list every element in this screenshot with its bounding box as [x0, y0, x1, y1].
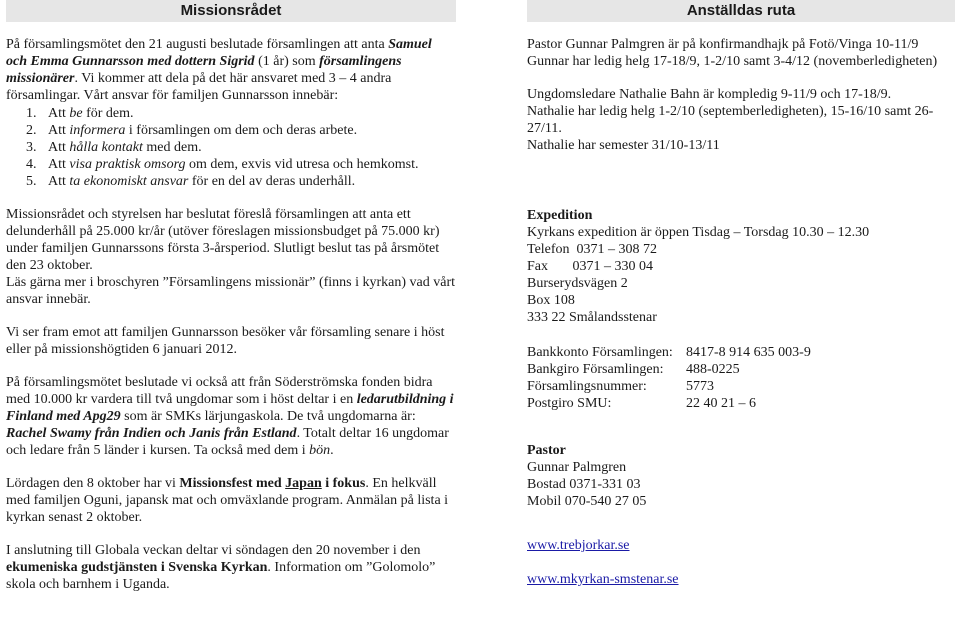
account-label: Församlingsnummer:	[527, 379, 647, 394]
global-week-paragraph	[6, 542, 456, 593]
fest-country: Japan	[285, 476, 322, 491]
list-text: Att	[48, 140, 70, 155]
list-text: Att	[48, 106, 70, 121]
list-emphasis: hålla kontakt	[69, 140, 143, 155]
account-label: Postgiro SMU:	[527, 396, 612, 411]
list-text: Att	[48, 157, 70, 172]
list-emphasis: visa praktisk omsorg	[69, 157, 186, 172]
list-emphasis: ta ekonomiskt ansvar	[69, 174, 189, 189]
link-mkyrkan[interactable]: www.mkyrkan-smstenar.se	[527, 572, 679, 587]
funding-text-1: På församlingsmötet beslutade vi också att från Söderströmska fonden bidra med 10.000 kr vardera till två ungdomar som i höst deltar i en	[6, 375, 433, 407]
account-label: Bankgiro Församlingen:	[527, 362, 664, 377]
expedition-fax: Fax 0371 – 330 04	[527, 259, 653, 274]
youth-funding-paragraph	[6, 374, 456, 459]
list-number: 3.	[26, 140, 37, 155]
youth-leader-vacation: Nathalie har semester 31/10-13/11	[527, 138, 720, 153]
list-number: 1.	[26, 106, 37, 121]
expedition-hours: Kyrkans expedition är öppen Tisdag – Torsdag 10.30 – 12.30	[527, 225, 870, 240]
missionsradet-column	[6, 0, 456, 593]
youth-leader-holiday: Nathalie har ledig helg 1-2/10 (septemberledigheten), 15-16/10 samt 26-27/11.	[527, 104, 934, 136]
expedition-box: Box 108	[527, 293, 575, 308]
account-label: Bankkonto Församlingen:	[527, 345, 673, 360]
list-emphasis: be	[69, 106, 83, 121]
funding-text-2: som är SMKs lärjungaskola. De två ungdomarna är:	[120, 409, 416, 424]
global-text-2: . Information om ”Golomolo” skola och barnhem i Uganda.	[6, 560, 436, 592]
intro-text-3: . Vi kommer att dela på det här ansvaret med 3 – 4 andra församlingar. Vårt ansvar för familjen Gunnarsson innebär:	[6, 71, 392, 103]
expedition-postcode: 333 22 Smålandsstenar	[527, 310, 657, 325]
global-text-1: I anslutning till Globala veckan deltar vi söndagen den 20 november i den	[6, 543, 421, 558]
expedition-phone: Telefon 0371 – 308 72	[527, 242, 658, 257]
account-value: 5773	[686, 379, 714, 394]
account-value: 488-0225	[686, 362, 740, 377]
fest-title: Missionsfest med	[179, 476, 286, 491]
intro-text-1: På församlingsmötet den 21 augusti beslutade församlingen att anta	[6, 37, 385, 52]
missionary-names: Samuel och Emma Gunnarsson med dottern Sigrid	[6, 37, 432, 69]
pastor-schedule-paragraph: Pastor Gunnar Palmgren är på konfirmandhajk på Fotö/Vinga 10-11/9 Gunnar har ledig helg 17-18/9, 1-2/10 samt 3-4/12 (novemberledigheten)	[527, 37, 938, 69]
fest-text-2: . En helkväll med familjen Oguni, japansk mat och omväxlande program. Anmälan på lista i kyrkan senast 2 oktober.	[6, 476, 449, 525]
website-link-trebjorkar[interactable]	[527, 537, 955, 554]
service-name: ekumeniska gudstjänsten i Svenska Kyrkan	[6, 560, 268, 575]
funding-text-3: . Totalt deltar 16 ungdomar och ledare från 5 länder i kursen. Ta också med dem i	[6, 426, 449, 458]
pastor-name: Gunnar Palmgren	[527, 460, 627, 475]
list-number: 4.	[26, 157, 37, 172]
accounts-block	[527, 344, 955, 412]
intro-paragraph	[6, 36, 456, 104]
account-row	[527, 378, 955, 395]
course-name: ledarutbildning i Finland med Apg29	[6, 392, 454, 424]
list-text: om dem, exvis vid utresa och hemkomst.	[185, 157, 419, 172]
support-paragraph: Missionsrådet och styrelsen har beslutat föreslå församlingen att anta ett delunderhåll på 25.000 kr/år (utöver föreslagen missionsbudget på 75.000 kr) under familjen Gunnarssons första 3-årsperiod. Slutligt beslut tas på årsmötet den 23 oktober.	[6, 207, 440, 273]
expedition-street: Burserydsvägen 2	[527, 276, 628, 291]
anstalldas-heading: Anställdas ruta	[527, 0, 955, 22]
pastor-title: Pastor	[527, 443, 566, 458]
list-item	[26, 122, 456, 139]
account-row	[527, 361, 955, 378]
missionary-role: församlingens missionärer	[6, 54, 402, 86]
list-item	[26, 173, 456, 190]
pastor-mobile: Mobil 070-540 27 05	[527, 494, 647, 509]
pastor-block	[527, 442, 955, 510]
list-number: 5.	[26, 174, 37, 189]
missionsfest-paragraph	[6, 475, 456, 526]
list-text: i församlingen om dem och deras arbete.	[125, 123, 358, 138]
list-item	[26, 139, 456, 156]
brochure-paragraph: Läs gärna mer i broschyren ”Församlingens missionär” (finns i kyrkan) vad vårt ansvar innebär.	[6, 275, 456, 307]
list-text: Att	[48, 123, 70, 138]
account-value: 22 40 21 – 6	[686, 396, 756, 411]
anstalldas-column	[527, 0, 955, 588]
list-text: Att	[48, 174, 70, 189]
list-text: med dem.	[142, 140, 202, 155]
fest-focus: i fokus	[321, 476, 366, 491]
list-item	[26, 156, 456, 173]
list-emphasis: informera	[69, 123, 126, 138]
responsibility-list	[6, 105, 456, 190]
list-text: för en del av deras underhåll.	[188, 174, 356, 189]
list-text: för dem.	[82, 106, 134, 121]
website-link-mkyrkan[interactable]	[527, 571, 955, 588]
pastor-home-phone: Bostad 0371-331 03	[527, 477, 641, 492]
account-row	[527, 344, 955, 361]
youth-leader-schedule: Ungdomsledare Nathalie Bahn är kompledig 9-11/9 och 17-18/9.	[527, 87, 892, 102]
funding-text-4: .	[330, 443, 334, 458]
visit-paragraph: Vi ser fram emot att familjen Gunnarsson besöker vår församling senare i höst eller på missionshögtiden 6 januari 2012.	[6, 325, 445, 357]
account-value: 8417-8 914 635 003-9	[686, 345, 811, 360]
missionsradet-heading: Missionsrådet	[6, 0, 456, 22]
list-number: 2.	[26, 123, 37, 138]
link-trebjorkar[interactable]: www.trebjorkar.se	[527, 538, 630, 553]
list-item	[26, 105, 456, 122]
expedition-title: Expedition	[527, 208, 593, 223]
intro-text-2: (1 år) som	[254, 54, 316, 69]
youth-names: Rachel Swamy från Indien och Janis från Estland	[6, 426, 297, 441]
account-row	[527, 395, 955, 412]
expedition-block	[527, 207, 955, 326]
prayer-word: bön	[309, 443, 331, 458]
fest-text-1: Lördagen den 8 oktober har vi	[6, 476, 180, 491]
